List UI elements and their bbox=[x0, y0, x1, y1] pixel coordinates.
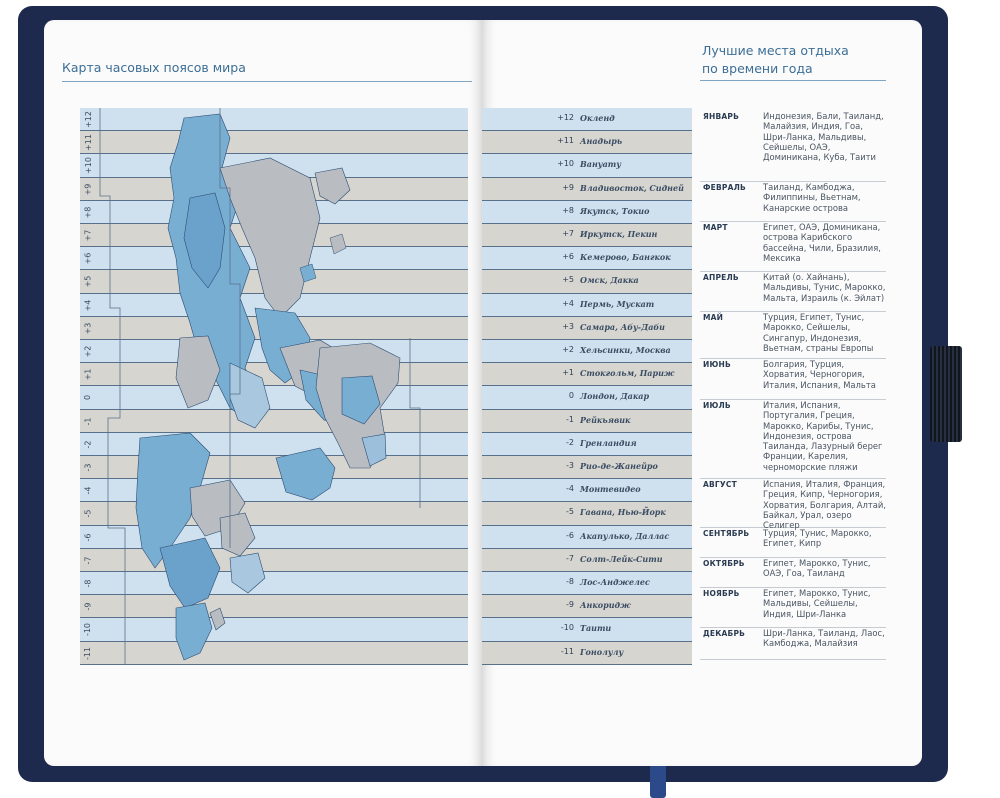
month-row bbox=[700, 557, 886, 588]
timezone-list-row bbox=[482, 154, 692, 177]
month-destinations: Египет, Марокко, Тунис, ОАЭ, Гоа, Таиланд bbox=[763, 558, 871, 579]
timezone-city: Лос-Анджелес bbox=[580, 577, 650, 587]
timezone-list-row bbox=[482, 456, 692, 479]
timezone-band-offset-label: -6 bbox=[83, 533, 93, 542]
timezone-city: Самара, Абу-Даби bbox=[580, 321, 665, 332]
timezone-offset: +9 bbox=[562, 182, 574, 192]
month-row bbox=[700, 110, 886, 182]
timezone-band-offset-label: +4 bbox=[83, 299, 93, 312]
timezone-list-row bbox=[482, 270, 692, 293]
map-title-rule bbox=[62, 81, 472, 82]
month-destinations: Италия, Испания, Португалия, Греция, Марокко, Карибы, Тунис, Индонезия, острова Таиланда, Лазурный берег Франции, Карелия, черноморские пляжи bbox=[763, 400, 883, 472]
timezone-band-offset-label: +9 bbox=[83, 183, 93, 196]
timezone-band-offset-label: -3 bbox=[83, 463, 93, 472]
month-row bbox=[700, 271, 886, 312]
timezone-offset: -4 bbox=[566, 484, 574, 494]
timezone-city: Таити bbox=[580, 623, 612, 634]
timezone-offset: -10 bbox=[560, 623, 574, 633]
timezone-offset: -5 bbox=[566, 507, 574, 517]
month-name: МАРТ bbox=[703, 223, 728, 232]
destinations-title-line2: по времени года bbox=[702, 61, 813, 76]
timezone-band-offset-label: 0 bbox=[83, 395, 93, 401]
timezone-band-offset-label: -11 bbox=[83, 646, 93, 660]
month-destinations: Турция, Тунис, Марокко, Египет, Кипр bbox=[763, 528, 872, 549]
timezone-list-row bbox=[482, 502, 692, 525]
timezone-city: Вануату bbox=[580, 159, 621, 170]
timezone-city: Якутск, Токио bbox=[580, 205, 650, 216]
timezone-list-row bbox=[482, 642, 692, 665]
timezone-city: Гренландия bbox=[580, 437, 637, 448]
timezone-offset: +4 bbox=[562, 298, 574, 308]
month-row bbox=[700, 627, 886, 660]
timezone-band-offset-label: +8 bbox=[83, 206, 93, 219]
timezone-city: Рио-де-Жанейро bbox=[580, 461, 658, 471]
timezone-city: Хельсинки, Москва bbox=[580, 345, 671, 355]
timezone-city: Солт-Лейк-Сити bbox=[580, 553, 663, 564]
timezone-city: Омск, Дакка bbox=[580, 275, 639, 286]
timezone-list-row bbox=[482, 526, 692, 549]
month-row bbox=[700, 527, 886, 558]
timezone-band-offset-label: -9 bbox=[83, 602, 93, 611]
timezone-offset: -9 bbox=[566, 600, 574, 610]
timezone-offset: -1 bbox=[566, 414, 574, 424]
timezone-band-offset-label: -8 bbox=[83, 579, 93, 588]
month-destinations: Индонезия, Бали, Таиланд, Малайзия, Индия, Гоа, Шри-Ланка, Мальдивы, Сейшелы, ОАЭ, Доминикана, Куба, Таити bbox=[763, 111, 884, 163]
timezone-band-offset-label: -4 bbox=[83, 486, 93, 495]
timezone-band-offset-label: +2 bbox=[83, 345, 93, 358]
month-destinations: Египет, Марокко, Тунис, Мальдивы, Сейшелы, Индия, Шри-Ланка bbox=[763, 588, 871, 619]
timezone-band-offset-label: +11 bbox=[83, 134, 93, 152]
destinations-title-line1: Лучшие места отдыха bbox=[702, 43, 849, 58]
timezone-city: Владивосток, Сидней bbox=[580, 182, 684, 193]
timezone-offset: +10 bbox=[557, 159, 574, 169]
timezone-offset: -6 bbox=[566, 530, 574, 540]
timezone-city: Акапулько, Даллас bbox=[580, 530, 670, 541]
timezone-offset: -2 bbox=[566, 437, 574, 447]
month-name: ФЕВРАЛЬ bbox=[703, 183, 746, 192]
month-name: АВГУСТ bbox=[703, 480, 737, 489]
month-row bbox=[700, 358, 886, 400]
month-name: ДЕКАБРЬ bbox=[703, 629, 746, 638]
timezone-offset: +6 bbox=[562, 252, 574, 262]
month-destinations: Китай (о. Хайнань), Мальдивы, Тунис, Марокко, Мальта, Израиль (к. Эйлат) bbox=[763, 272, 886, 303]
map-south-america bbox=[176, 603, 225, 660]
timezone-band-offset-label: +12 bbox=[83, 111, 93, 129]
timezone-city: Анадырь bbox=[580, 136, 623, 147]
timezone-list-row bbox=[482, 294, 692, 317]
timezone-list-row bbox=[482, 433, 692, 456]
timezone-offset: +2 bbox=[562, 345, 574, 354]
month-row bbox=[700, 221, 886, 272]
timezone-city: Рейкьявик bbox=[580, 414, 631, 425]
month-destinations: Болгария, Турция, Хорватия, Черногория, Италия, Испания, Мальта bbox=[763, 359, 876, 390]
timezone-band-offset-label: -5 bbox=[83, 509, 93, 518]
timezone-band-offset-label: -2 bbox=[83, 440, 93, 449]
month-name: СЕНТЯБРЬ bbox=[703, 529, 750, 538]
destinations-title-rule bbox=[700, 80, 886, 81]
month-name: АПРЕЛЬ bbox=[703, 273, 739, 282]
timezone-city: Лондон, Дакар bbox=[580, 391, 650, 402]
month-name: ИЮЛЬ bbox=[703, 401, 731, 410]
timezone-band-offset-label: -7 bbox=[83, 556, 93, 565]
timezone-offset: +12 bbox=[557, 113, 574, 122]
timezone-band-offset-label: +7 bbox=[83, 229, 93, 242]
month-destinations: Египет, ОАЭ, Доминикана, острова Карибского бассейна, Чили, Бразилия, Мексика bbox=[763, 222, 881, 263]
month-name: МАЙ bbox=[703, 313, 724, 322]
month-row bbox=[700, 478, 887, 531]
month-row bbox=[700, 587, 886, 628]
timezone-band-offset-label: +3 bbox=[83, 322, 93, 335]
timezone-city: Окленд bbox=[580, 113, 615, 123]
timezone-offset: -7 bbox=[566, 553, 574, 563]
month-destinations: Испания, Италия, Франция, Греция, Кипр, Черногория, Хорватия, Болгария, Алтай, Байкал, Урал, озеро Селигер bbox=[763, 479, 887, 531]
timezone-city: Пермь, Мускат bbox=[580, 298, 655, 309]
map-title: Карта часовых поясов мира bbox=[62, 60, 246, 75]
timezone-list-row bbox=[482, 224, 692, 247]
timezone-band-offset-label: +1 bbox=[83, 368, 93, 381]
timezone-city: Стокгольм, Париж bbox=[580, 368, 675, 379]
timezone-list-row bbox=[482, 363, 692, 386]
month-row bbox=[700, 311, 886, 359]
month-row bbox=[700, 181, 886, 222]
month-destinations: Турция, Египет, Тунис, Марокко, Сейшелы, Сингапур, Индонезия, Вьетнам, страны Европы bbox=[763, 312, 874, 353]
timezone-band-offset-label: +10 bbox=[83, 157, 93, 175]
timezone-offset: -3 bbox=[566, 461, 574, 470]
timezone-list-row bbox=[482, 572, 692, 595]
timezone-city: Кемерово, Бангкок bbox=[580, 252, 671, 263]
elastic-band bbox=[930, 346, 962, 442]
month-name: ОКТЯБРЬ bbox=[703, 559, 745, 568]
timezone-offset: +8 bbox=[562, 205, 574, 215]
timezone-band-offset-label: -1 bbox=[83, 417, 93, 426]
timezone-list-row bbox=[482, 549, 692, 572]
world-map bbox=[80, 108, 468, 664]
destinations-title bbox=[702, 42, 849, 78]
timezone-list-row bbox=[482, 108, 692, 131]
timezone-list-row bbox=[482, 317, 692, 340]
timezone-list-row bbox=[482, 340, 692, 363]
timezone-offset: -8 bbox=[566, 577, 574, 586]
timezone-city: Гонолулу bbox=[580, 646, 624, 657]
month-name: НОЯБРЬ bbox=[703, 589, 740, 598]
timezone-city: Анкоридж bbox=[580, 600, 631, 611]
timezone-list-row bbox=[482, 201, 692, 224]
timezone-list-row bbox=[482, 247, 692, 270]
timezone-offset: +5 bbox=[562, 275, 574, 285]
timezone-offset: +11 bbox=[557, 136, 574, 146]
timezone-offset: +3 bbox=[562, 321, 574, 331]
timezone-list-row bbox=[482, 595, 692, 618]
timezone-offset: 0 bbox=[568, 391, 574, 401]
timezone-city: Монтевидео bbox=[580, 484, 641, 495]
month-destinations: Таиланд, Камбоджа, Филиппины, Вьетнам, Канарские острова bbox=[763, 182, 861, 213]
timezone-list-row bbox=[482, 410, 692, 433]
timezone-offset: +7 bbox=[562, 229, 574, 238]
timezone-city: Иркутск, Пекин bbox=[580, 229, 658, 239]
timezone-list-row bbox=[482, 178, 692, 201]
timezone-list-row bbox=[482, 131, 692, 154]
timezone-list-row bbox=[482, 479, 692, 502]
timezone-offset: -11 bbox=[560, 646, 574, 656]
timezone-list-row bbox=[482, 386, 692, 409]
timezone-band-offset-label: +5 bbox=[83, 276, 93, 288]
timezone-offset: +1 bbox=[562, 368, 574, 378]
month-name: ЯНВАРЬ bbox=[703, 112, 739, 121]
month-name: ИЮНЬ bbox=[703, 360, 731, 369]
timezone-band-offset-label: -10 bbox=[83, 623, 93, 637]
month-destinations: Шри-Ланка, Таиланд, Лаос, Камбоджа, Малайзия bbox=[763, 628, 885, 649]
map-north-america bbox=[136, 433, 265, 608]
month-row bbox=[700, 399, 886, 479]
timezone-city: Гавана, Нью-Йорк bbox=[580, 507, 666, 518]
timezone-band-offset-label: +6 bbox=[83, 252, 93, 265]
timezone-list-row bbox=[482, 618, 692, 641]
